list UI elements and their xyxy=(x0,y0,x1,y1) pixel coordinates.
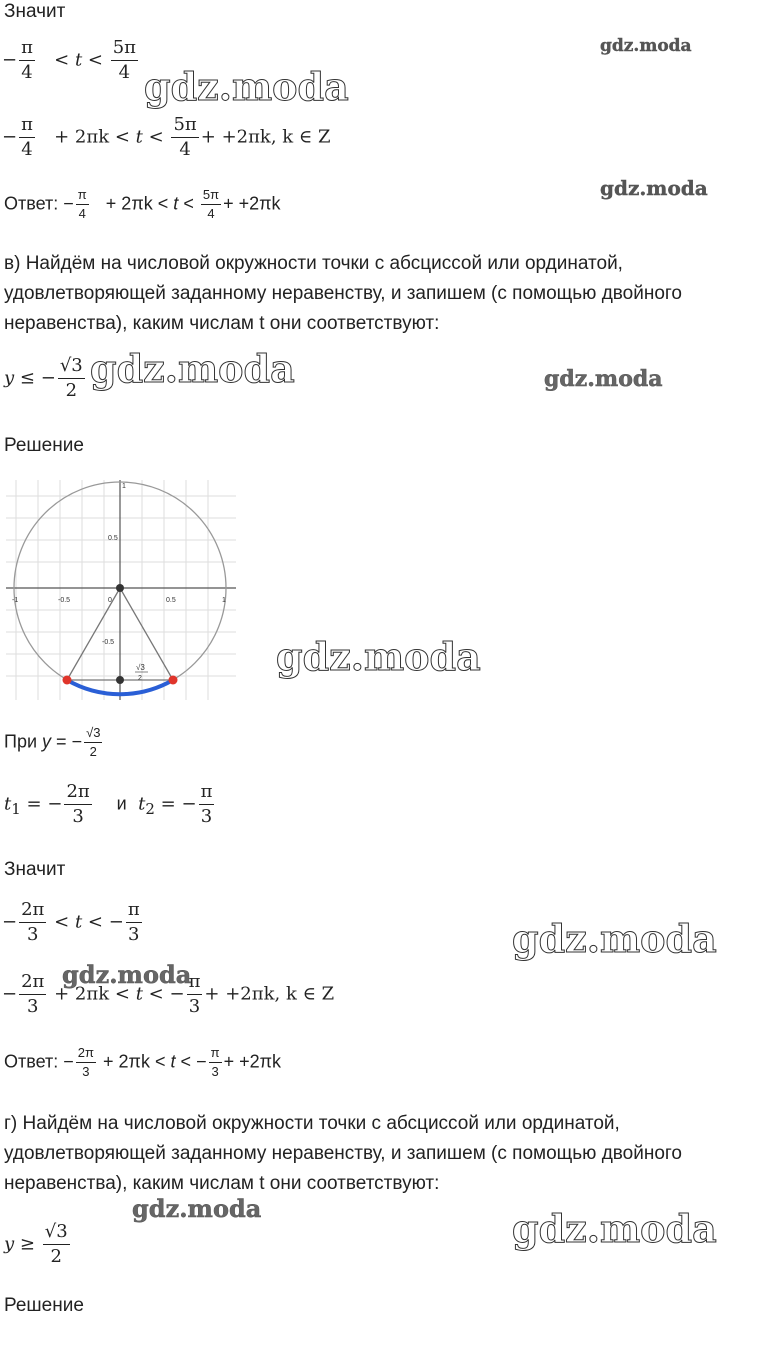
tick-x-neg05: -0.5 xyxy=(58,597,71,604)
task-g-line-1: г) Найдём на числовой окружности точки с абсциссой или ординатой, xyxy=(4,1113,620,1134)
task-v-line-2: удовлетворяющей заданному неравенству, и запишем (с помощью двойного xyxy=(4,283,682,304)
point-t2 xyxy=(169,676,178,685)
tick-origin: 0 xyxy=(108,597,112,604)
condition-g: y ≥ $\frac{√3}{2}$ xyxy=(4,1221,68,1267)
center-point xyxy=(116,584,124,592)
task-g-line-2: удовлетворяющей заданному неравенству, и запишем (с помощью двойного xyxy=(4,1143,682,1164)
task-v-line-1: в) Найдём на числовой окружности точки с абсциссой или ординатой, xyxy=(4,253,623,274)
task-v-line-3: неравенства), каким числам t они соответствуют: xyxy=(4,313,440,334)
watermark: gdz.moda xyxy=(512,916,717,961)
chord-midpoint xyxy=(116,676,124,684)
task-g-line-3: неравенства), каким числам t они соответствуют: xyxy=(4,1173,440,1194)
pri-line: При y = − $\frac{√3}{2}$ xyxy=(4,725,101,759)
znachit-label-1: Значит xyxy=(4,1,66,22)
tick-x-neg1: -1 xyxy=(12,597,19,604)
watermark: gdz.moda xyxy=(512,1206,717,1251)
znachit-label-2: Значит xyxy=(4,859,66,880)
reshenie-label-2: Решение xyxy=(4,1295,84,1316)
answer-2: Ответ: − $\frac{2\pi}{3}$ + 2πk < t < − $\frac{\pi}{3}$ + +2πk xyxy=(4,1045,282,1079)
watermark: gdz.moda xyxy=(600,36,692,56)
watermark: gdz.moda xyxy=(544,366,663,392)
watermark: gdz.moda xyxy=(132,1194,262,1223)
watermark: gdz.moda xyxy=(600,176,708,200)
inequality-4: − $\frac{2\pi}{3}$ + 2πk < t < − $\frac{\pi}{3}$ + +2πk, k ∈ Z xyxy=(2,971,335,1017)
condition-v: y ≤ − $\frac{√3}{2}$ xyxy=(4,355,83,401)
inequality-3: − $\frac{2\pi}{3}$ < t < − $\frac{\pi}{3}$ xyxy=(2,899,140,945)
tick-y-1: 1 xyxy=(122,483,126,490)
unit-circle-graph xyxy=(6,480,236,700)
watermark: gdz.moda xyxy=(90,346,295,391)
inequality-1: − $\frac{\pi}{4}$ < t < $\frac{5\pi}{4}$ xyxy=(2,37,137,83)
tick-y-05: 0.5 xyxy=(108,535,118,542)
t-values: $t_1$ = − $\frac{2\pi}{3}$ и $t_2$ = − $\frac{\pi}{3}$ xyxy=(4,781,213,827)
tick-x-05: 0.5 xyxy=(166,597,176,604)
answer-1: Ответ: − $\frac{\pi}{4}$ + 2πk < t < $\frac{5\pi}{4}$ + +2πk xyxy=(4,187,281,221)
tick-x-1: 1 xyxy=(222,597,226,604)
chord-label-num: √3 xyxy=(136,663,145,672)
tick-y-neg05: -0.5 xyxy=(102,639,115,646)
point-t1 xyxy=(63,676,72,685)
watermark: gdz.moda xyxy=(276,634,481,679)
chord-label-den: 2 xyxy=(138,675,142,682)
watermark: gdz.moda xyxy=(144,64,349,109)
inequality-2: − $\frac{\pi}{4}$ + 2πk < t < $\frac{5\pi}{4}$ + +2πk, k ∈ Z xyxy=(2,114,331,160)
watermark: gdz.moda xyxy=(62,960,192,989)
reshenie-label-1: Решение xyxy=(4,435,84,456)
